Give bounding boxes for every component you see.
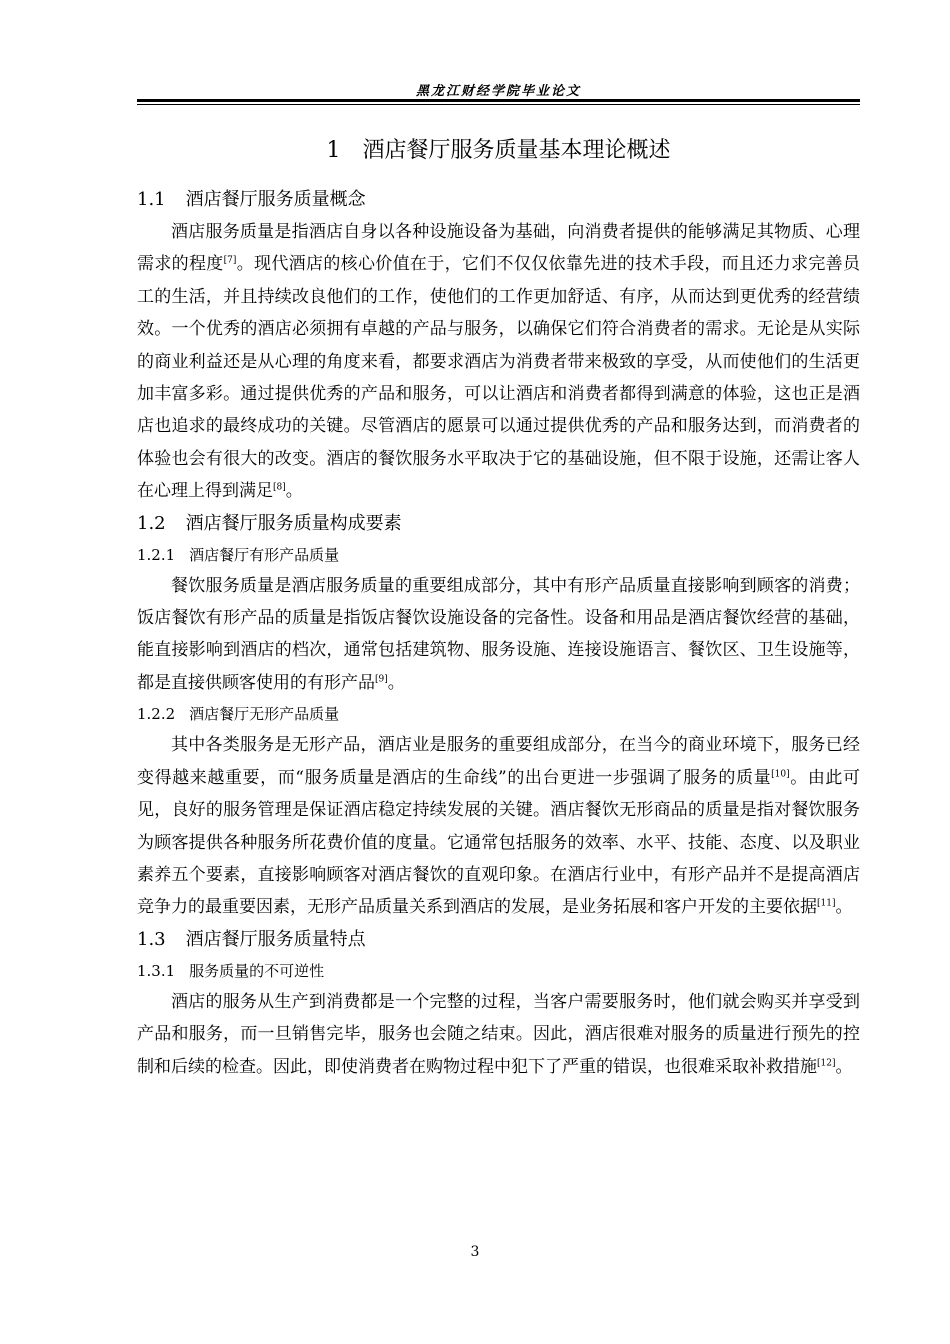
paragraph-text: 。现代酒店的核心价值在于，它们不仅仅依靠先进的技术手段，而且还力求完善员工的生活，并且持续改良他们的工作，使他们的工作更加舒适、有序，从而达到更优秀的经营绩效。一个优秀的酒店必须拥有卓越的产品与服务，以确保它们符合消费者的需求。无论是从实际的商业利益还是从心理的角度来看，都要求酒店为消费者带来极致的享受，从而使他们的生活更加丰富多彩。通过提供优秀的产品和服务，可以让酒店和消费者都得到满意的体验，这也正是酒店也追求的最终成功的关键。尽管酒店的愿景可以通过提供优秀的产品和服务达到，而消费者的体验也会有很大的改变。酒店的餐饮服务水平取决于它的基础设施，但不限于设施，还需让客人在心理上得到满足 <box>137 254 861 502</box>
section-number: 1.3 <box>137 928 166 950</box>
paragraph-1-2-2 <box>137 729 860 923</box>
chapter-number: 1 <box>326 138 341 163</box>
citation-ref: [11] <box>817 898 836 909</box>
paragraph-text: 。 <box>835 897 853 918</box>
section-heading-1-2 <box>137 508 860 540</box>
paragraph-text: 其中各类服务是无形产品，酒店业是服务的重要组成部分，在当今的商业环境下，服务已经变得越来越重要，而“服务质量是酒店的生命线”的出台更进一步强调了服务的质量 <box>137 735 860 788</box>
chapter-title: 酒店餐厅服务质量基本理论概述 <box>362 138 671 163</box>
section-heading-1-1 <box>137 184 860 216</box>
section-heading-1-3 <box>137 924 860 956</box>
section-title: 酒店餐厅服务质量构成要素 <box>185 512 402 534</box>
running-header: 黑龙江财经学院毕业论文 <box>415 84 581 99</box>
section-number: 1.2 <box>137 512 166 534</box>
header-rule-thin <box>137 104 860 105</box>
citation-ref: [8] <box>273 482 286 493</box>
paragraph-1-2-1 <box>137 570 860 700</box>
paragraph-1-3-1 <box>137 986 860 1083</box>
section-title: 酒店餐厅服务质量概念 <box>185 189 366 210</box>
paragraph-text: 酒店的服务从生产到消费都是一个完整的过程，当客户需要服务时，他们就会购买并享受到产品和服务，而一旦销售完毕，服务也会随之结束。因此，酒店很难对服务的质量进行预先的控制和后续的检查。因此，即使消费者在购物过程中犯下了严重的错误，也很难采取补救措施 <box>137 991 860 1077</box>
citation-ref: [7] <box>223 255 237 266</box>
page-content <box>137 130 860 1083</box>
subsection-number: 1.3.1 <box>137 961 176 980</box>
subsection-title: 酒店餐厅无形产品质量 <box>189 705 340 724</box>
paragraph-1-1 <box>137 216 860 508</box>
subsection-heading-1-2-2 <box>137 699 860 729</box>
paragraph-text: 。由此可见，良好的服务管理是保证酒店稳定持续发展的关键。酒店餐饮无形商品的质量是指对餐饮服务为顾客提供各种服务所花费价值的度量。它通常包括服务的效率、水平、技能、态度、以及职业素养五个要素，直接影响顾客对酒店餐饮的直观印象。在酒店行业中，有形产品并不是提高酒店竞争力的最重要因素，无形产品质量关系到酒店的发展，是业务拓展和客户开发的主要依据 <box>137 767 860 918</box>
paragraph-text: 酒店服务质量是指酒店自身以各种设施设备为基础，向消费者提供的能够满足其物质、心理需求的程度 <box>137 222 860 275</box>
subsection-title: 服务质量的不可逆性 <box>189 961 325 980</box>
paragraph-text: 餐饮服务质量是酒店服务质量的重要组成部分，其中有形产品质量直接影响到顾客的消费；饭店餐饮有形产品的质量是指饭店餐饮设施设备的完备性。设备和用品是酒店餐饮经营的基础，能直接影响到酒店的档次，通常包括建筑物、服务设施、连接设施语言、餐饮区、卫生设施等，都是直接供顾客使用的有形产品 <box>137 575 860 693</box>
chapter-heading <box>137 134 860 168</box>
header-rule-thick <box>137 99 860 102</box>
page-number: 3 <box>470 1244 480 1260</box>
subsection-title: 酒店餐厅有形产品质量 <box>189 545 340 564</box>
subsection-heading-1-3-1 <box>137 956 860 986</box>
citation-ref: [12] <box>817 1057 836 1068</box>
paragraph-text: 。 <box>387 672 405 693</box>
section-title: 酒店餐厅服务质量特点 <box>185 928 366 950</box>
subsection-heading-1-2-1 <box>137 540 860 570</box>
subsection-number: 1.2.2 <box>137 705 176 724</box>
citation-ref: [9] <box>375 674 388 685</box>
citation-ref: [10] <box>771 769 790 780</box>
paragraph-text: 。 <box>835 1056 853 1077</box>
section-number: 1.1 <box>137 189 166 210</box>
paragraph-text: 。 <box>285 481 303 502</box>
subsection-number: 1.2.1 <box>137 545 176 564</box>
